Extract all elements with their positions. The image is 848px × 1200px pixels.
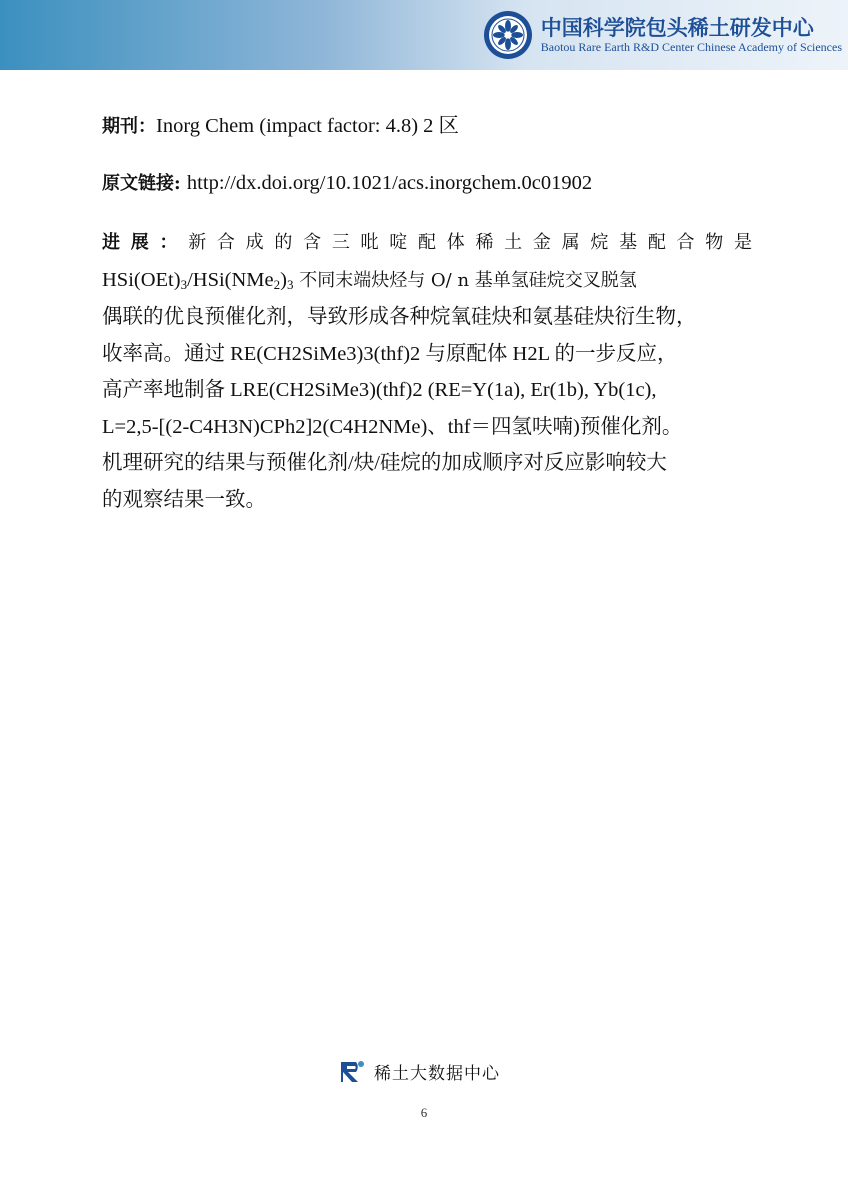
journal-value: Inorg Chem (impact factor: 4.8) 2 区 xyxy=(156,115,460,137)
journal-line xyxy=(102,110,752,143)
progress-label: 进展： xyxy=(102,232,189,253)
progress-line-5: 高产率地制备 LRE(CH2SiMe3)(thf)2 (RE=Y(1a), Er(1b), Yb(1c), xyxy=(102,379,657,401)
journal-label: 期刊： xyxy=(102,116,156,137)
footer-brand xyxy=(338,1058,500,1084)
page-number: 6 xyxy=(420,1105,428,1120)
progress-line-4: 收率高。通过 RE(CH2SiMe3)3(thf)2 与原配体 H2L 的一步反应， xyxy=(102,342,678,365)
header-brand xyxy=(483,8,842,62)
header-org-name-cn: 中国科学院包头稀土研发中心 xyxy=(540,15,814,40)
rare-earth-data-logo-icon xyxy=(338,1058,366,1084)
link-label: 原文链接: xyxy=(102,173,187,194)
progress-line-1: 进展：新合成的含三吡啶配体稀土金属烷基配合物是 xyxy=(102,232,753,253)
progress-line-8: 的观察结果一致。 xyxy=(102,488,266,511)
article-content xyxy=(102,110,752,518)
progress-paragraph xyxy=(102,224,752,518)
page-header xyxy=(0,0,848,70)
header-org-name-en: Baotou Rare Earth R&D Center Chinese Academy of Sciences xyxy=(540,39,842,54)
footer-brand-name: 稀土大数据中心 xyxy=(374,1063,500,1084)
progress-line-2: $HSi(OEt)_3/HSi(NMe_2)_3$ 不同末端炔烃与 O/ n 基单氢硅烷交叉脱氢 xyxy=(102,268,637,292)
link-line xyxy=(102,167,752,200)
progress-line-6: L=2,5-[(2-C4H3N)CPh2]2(C4H2NMe)、thf＝四氢呋喃)预催化剂。 xyxy=(102,415,683,438)
progress-line-7: 机理研究的结果与预催化剂/炔/硅烷的加成顺序对反应影响较大 xyxy=(102,452,667,474)
cas-emblem-icon xyxy=(483,10,533,60)
link-url[interactable]: http://dx.doi.org/10.1021/acs.inorgchem.0c01902 xyxy=(186,172,593,194)
progress-line-3: 偶联的优良预催化剂，导致形成各种烷氧硅炔和氨基硅炔衍生物， xyxy=(102,306,697,328)
